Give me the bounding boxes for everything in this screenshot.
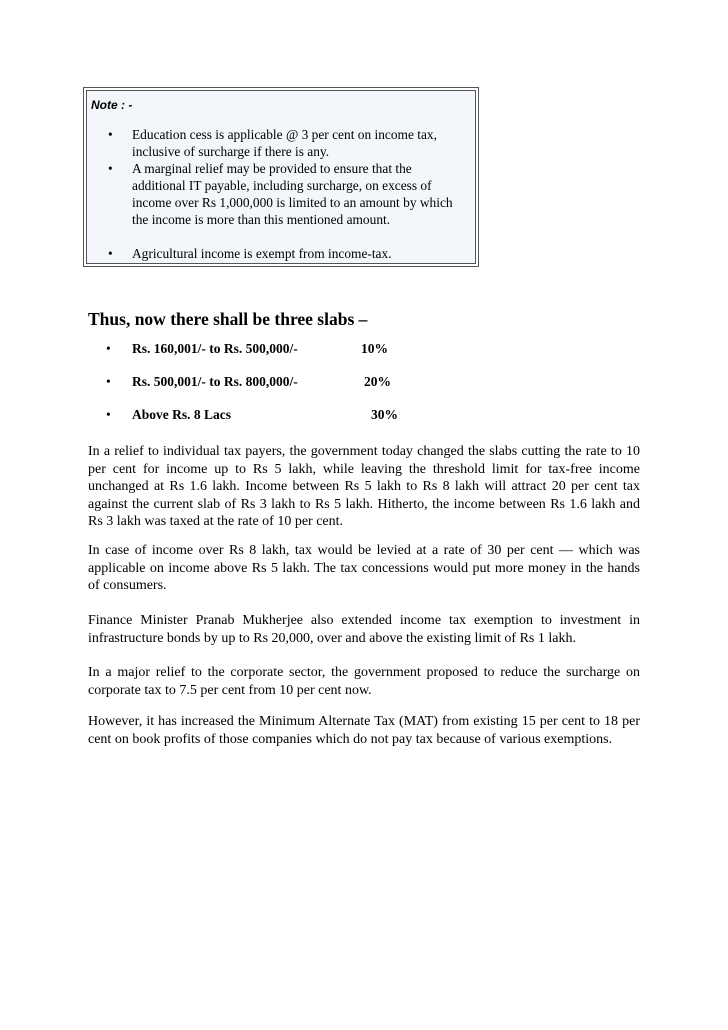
body-paragraph: In case of income over Rs 8 lakh, tax would be levied at a rate of 30 per cent — which was applicable on income above Rs 5 lakh. The tax concessions would put more money in the hands of consumers. bbox=[88, 543, 640, 593]
slab-rate: 20% bbox=[364, 374, 391, 389]
note-item bbox=[87, 160, 475, 228]
bullet-icon: • bbox=[106, 374, 111, 389]
body-paragraph: In a relief to individual tax payers, the government today changed the slabs cutting the rate to 10 per cent for income up to Rs 5 lakh, while leaving the threshold limit for tax-free income unchanged at Rs 1.6 lakh. Income between Rs 5 lakh to Rs 8 lakh will attract 20 per cent tax against the current slab of Rs 3 lakh to Rs 5 lakh. Hitherto, the income between Rs 1.6 lakh and Rs 3 lakh was taxed at the rate of 10 per cent. bbox=[88, 444, 640, 529]
bullet-icon: • bbox=[106, 407, 111, 422]
note-box-inner bbox=[86, 90, 476, 264]
note-list bbox=[87, 126, 475, 262]
note-item-text: A marginal relief may be provided to ensure that the additional IT payable, including surcharge, on excess of income over Rs 1,000,000 is limited to an amount by which the income is more than this mentioned amount. bbox=[132, 161, 453, 227]
note-heading: Note : - bbox=[91, 98, 133, 112]
note-item-text: Agricultural income is exempt from income-tax. bbox=[132, 246, 392, 261]
note-item-text: Education cess is applicable @ 3 per cent on income tax, inclusive of surcharge if there is any. bbox=[132, 127, 437, 159]
bullet-icon: • bbox=[108, 161, 113, 176]
slab-item bbox=[88, 340, 508, 373]
slab-rate: 30% bbox=[371, 407, 398, 422]
note-item bbox=[87, 245, 475, 262]
slab-range: Rs. 160,001/- to Rs. 500,000/- bbox=[132, 341, 298, 356]
note-box bbox=[83, 87, 479, 267]
bullet-icon: • bbox=[108, 127, 113, 142]
slab-rate: 10% bbox=[361, 341, 388, 356]
body-paragraph: In a major relief to the corporate sector, the government proposed to reduce the surcharge on corporate tax to 7.5 per cent from 10 per cent now. bbox=[88, 665, 640, 698]
body-paragraph: However, it has increased the Minimum Alternate Tax (MAT) from existing 15 per cent to 18 per cent on book profits of those companies which do not pay tax because of various exemptions. bbox=[88, 714, 640, 747]
slab-list bbox=[88, 340, 508, 439]
slabs-heading: Thus, now there shall be three slabs – bbox=[88, 309, 368, 329]
bullet-icon: • bbox=[108, 246, 113, 261]
bullet-icon: • bbox=[106, 341, 111, 356]
body-paragraph: Finance Minister Pranab Mukherjee also extended income tax exemption to investment in infrastructure bonds by up to Rs 20,000, over and above the existing limit of Rs 1 lakh. bbox=[88, 613, 640, 646]
slab-range: Rs. 500,001/- to Rs. 800,000/- bbox=[132, 374, 298, 389]
note-item bbox=[87, 126, 475, 160]
slab-range: Above Rs. 8 Lacs bbox=[132, 407, 232, 422]
slab-item bbox=[88, 373, 508, 406]
slab-item bbox=[88, 406, 508, 439]
